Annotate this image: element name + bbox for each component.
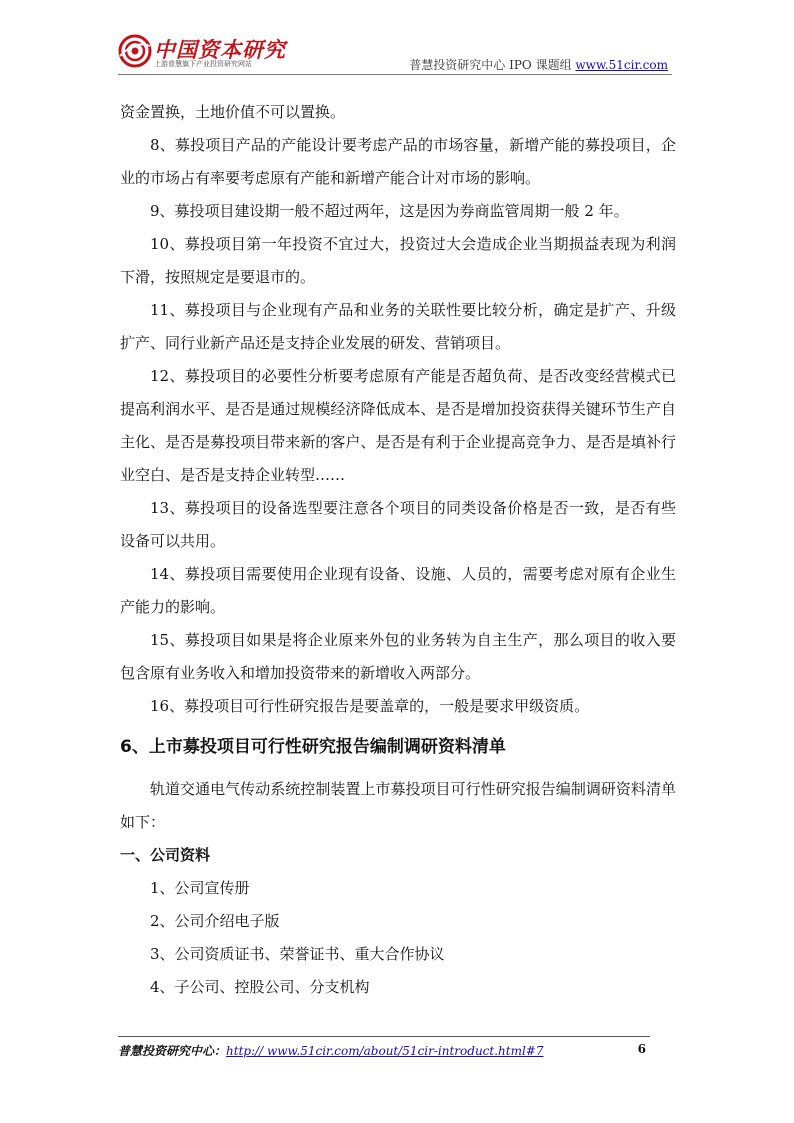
paragraph-item-13: 13、募投项目的设备选型要注意各个项目的同类设备价格是否一致，是否有些设备可以共用。 [120, 499, 676, 550]
header-org-label: 普慧投资研究中心 IPO 课题组 [409, 58, 576, 72]
list-item: 4、子公司、控股公司、分支机构 [150, 978, 370, 996]
header-org-text [409, 56, 668, 73]
footer-text [118, 1042, 544, 1059]
paragraph-item-8: 8、募投项目产品的产能设计要考虑产品的市场容量，新增产能的募投项目，企业的市场占有率要考虑原有产能和新增产能合计对市场的影响。 [120, 136, 676, 187]
paragraph-item-16: 16、募投项目可行性研究报告是要盖章的，一般是要求甲级资质。 [150, 697, 590, 715]
paragraph-item-12: 12、募投项目的必要性分析要考虑原有产能是否超负荷、是否改变经营模式已提高利润水平、是否是通过规模经济降低成本、是否是增加投资获得关键环节生产自主化、是否是募投项目带来新的客户、是否是有利于企业提高竞争力、是否是填补行业空白、是否是支持企业转型…… [120, 367, 676, 484]
paragraph-item-15: 15、募投项目如果是将企业原来外包的业务转为自主生产，那么项目的收入要包含原有业务收入和增加投资带来的新增收入两部分。 [120, 631, 676, 682]
paragraph-item-11: 11、募投项目与企业现有产品和业务的关联性要比较分析，确定是扩产、升级扩产、同行业新产品还是支持企业发展的研发、营销项目。 [120, 301, 676, 352]
document-body [120, 96, 676, 1004]
subsection-heading: 一、公司资料 [120, 846, 211, 864]
list-item: 1、公司宣传册 [150, 879, 250, 897]
page-footer [118, 1036, 650, 1061]
page-header [118, 30, 672, 75]
section-intro: 轨道交通电气传动系统控制装置上市募投项目可行性研究报告编制调研资料清单如下： [120, 780, 676, 831]
paragraph-continued: 资金置换，土地价值不可以置换。 [120, 103, 346, 121]
paragraph-item-14: 14、募投项目需要使用企业现有设备、设施、人员的，需要考虑对原有企业生产能力的影响。 [120, 565, 676, 616]
footer-label: 普慧投资研究中心： [118, 1044, 227, 1058]
site-logo[interactable] [118, 30, 298, 72]
logo-swirl-icon [118, 34, 152, 68]
page-number: 6 [637, 1042, 646, 1056]
footer-link[interactable]: http:// www.51cir.com/about/51cir-introduct.html#7 [226, 1044, 544, 1058]
section-heading: 6、上市募投项目可行性研究报告编制调研资料清单 [120, 737, 506, 757]
paragraph-item-9: 9、募投项目建设期一般不超过两年，这是因为券商监管周期一般 2 年。 [150, 202, 629, 220]
header-site-link[interactable]: www.51cir.com [575, 58, 668, 72]
logo-subtitle: 上游普慧旗下产业投资研究网站 [154, 60, 252, 68]
logo-title: 中国资本研究 [154, 37, 286, 62]
list-item: 2、公司介绍电子版 [150, 912, 280, 930]
list-item: 3、公司资质证书、荣誉证书、重大合作协议 [150, 945, 445, 963]
paragraph-item-10: 10、募投项目第一年投资不宜过大，投资过大会造成企业当期损益表现为利润下滑，按照规定是要退市的。 [120, 235, 676, 286]
